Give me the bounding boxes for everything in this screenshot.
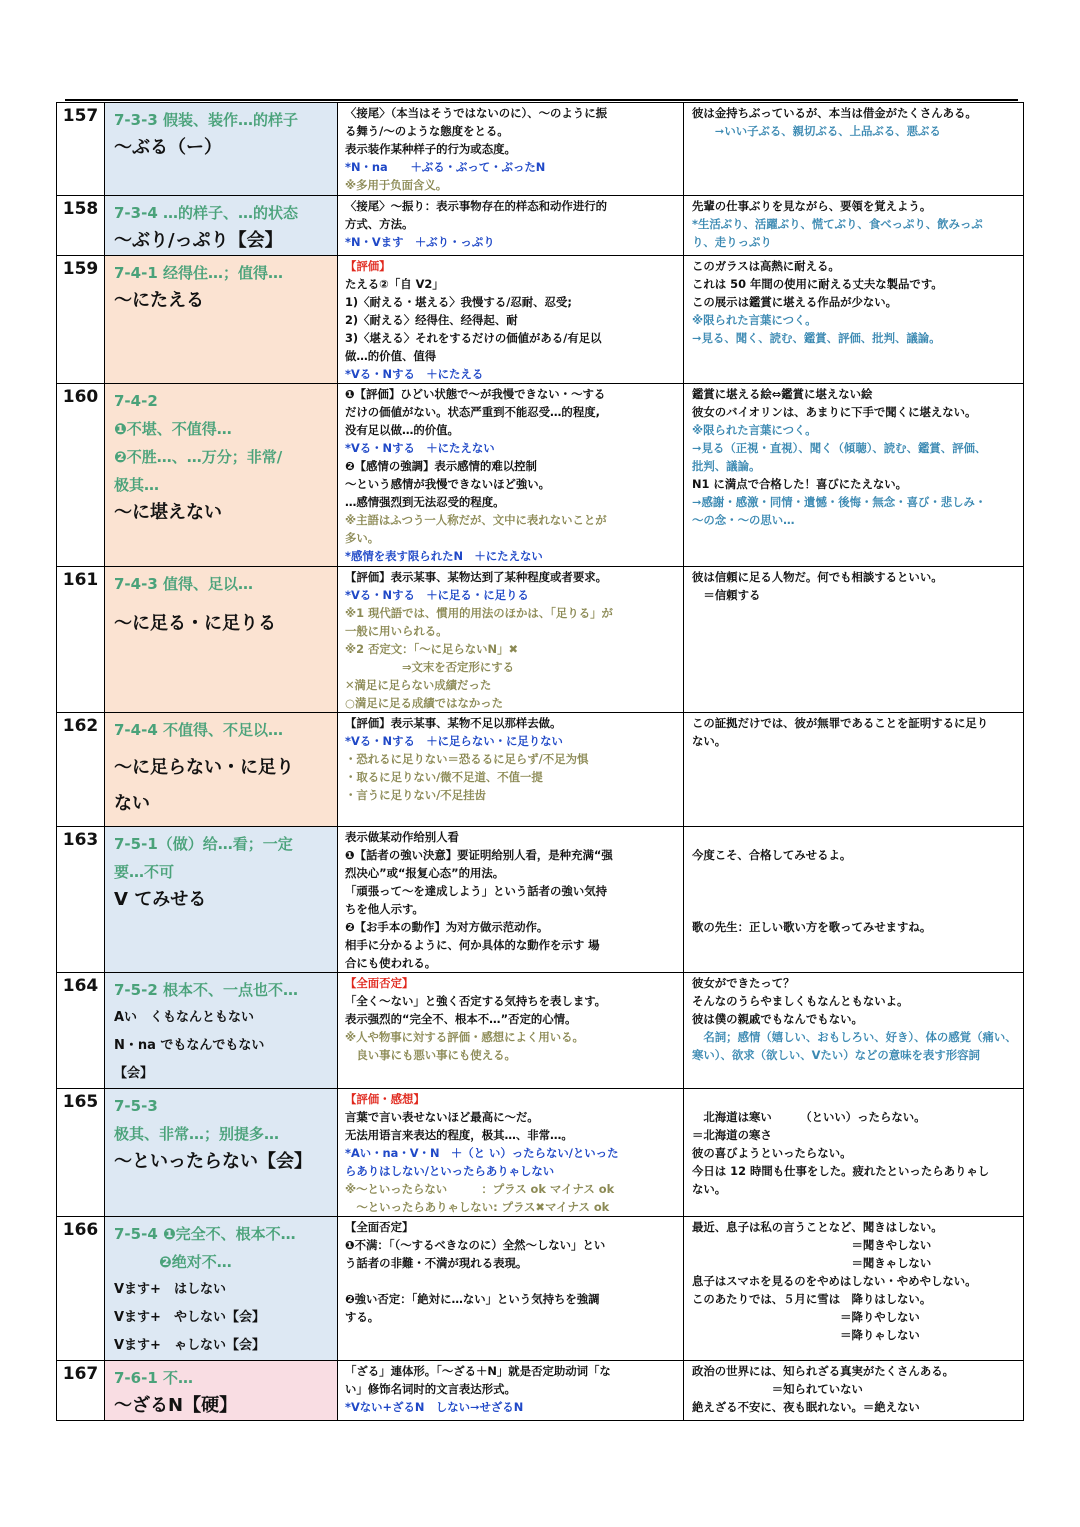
grammar-sub: Aい くもなんともない [114, 1010, 255, 1025]
grammar-sub: Vます+ やしない【会】 [114, 1310, 265, 1325]
exp-line: 烈决心”或“报复心态”的用法。 [345, 866, 505, 880]
grammar-cell [105, 973, 338, 1089]
table-row [57, 1089, 1024, 1217]
example-cell [684, 384, 1024, 567]
exp-line: ～という感情が我慢できないほど強い。 [345, 477, 551, 491]
ex-line: このガラスは高熱に耐える。 [692, 259, 840, 273]
exp-line: 【評価】 [345, 259, 391, 273]
exp-line: ❶【評価】ひどい状態で～が我慢できない・～する [345, 387, 606, 401]
ex-line: 先輩の仕事ぶりを見ながら、要領を覚えよう。 [692, 199, 932, 213]
ex-line [692, 900, 1017, 918]
exp-line: *N・na ＋ぶる・ぶって・ぶったN [345, 160, 546, 174]
grammar-code: 7-5-1（做）给…看；一定 [114, 835, 293, 853]
grammar-cell [105, 196, 338, 256]
grammar-form: ～といったらない【会】 [114, 1151, 312, 1172]
exp-line: 言葉で言い表せないほど最高に～だ。 [345, 1110, 539, 1124]
ex-line: ＝降りやしない [692, 1310, 920, 1324]
ex-line: *生活ぶり、活躍ぶり、慌てぶり、食べっぷり、飲みっぷ [692, 217, 983, 231]
ex-line: 今日は 12 時間も仕事をした。疲れたといったらありゃし [692, 1164, 990, 1178]
exp-line: 〈接尾〉（本当はそうではないのに）、～のように振 [345, 106, 607, 120]
grammar-form-cont: ない [114, 793, 150, 814]
explanation-cell [338, 384, 684, 567]
exp-line: 做…的价值、值得 [345, 349, 437, 363]
exp-line: 合にも使われる。 [345, 956, 437, 970]
grammar-code: 7-4-3 值得、足以… [114, 575, 253, 593]
exp-line: 「頑張って～を達成しよう」という話者の強い気持 [345, 884, 607, 898]
ex-line: ➞いい子ぶる、親切ぶる、上品ぶる、悪ぶる [692, 124, 941, 138]
exp-line: ちを他人示す。 [345, 902, 424, 916]
grammar-code: 7-5-4 ❶完全不、根本不… [114, 1225, 296, 1243]
exp-line: ・言うに足りない/不足挂齿 [345, 788, 486, 802]
ex-line [692, 1090, 1017, 1108]
exp-line: ❷【感情の強調】表示感情的难以控制 [345, 459, 537, 473]
ex-line: この展示は鑑賞に堪える作品が少ない。 [692, 295, 898, 309]
exp-line: ⇒文末を否定形にする [345, 660, 515, 674]
exp-line: ❷【お手本の動作】为对方做示范动作。 [345, 920, 549, 934]
ex-line: N1 に満点で合格した！喜びにたえない。 [692, 477, 908, 491]
exp-line: 3)〈堪える〉それをするだけの価値がある/有足以 [345, 331, 602, 345]
example-cell [684, 256, 1024, 384]
exp-line: ❶【話者の強い決意】要证明给别人看，是种充满“强 [345, 848, 613, 862]
exp-line: 表示装作某种样子的行为或态度。 [345, 142, 516, 156]
grammar-sub: 极其… [114, 476, 160, 494]
exp-line: 【全面否定】 [345, 976, 414, 990]
grammar-form: ～に足らない・に足り [114, 757, 294, 778]
table-row [57, 827, 1024, 973]
grammar-sub: 【会】 [114, 1066, 154, 1081]
ex-line [692, 882, 1017, 900]
grammar-code: 7-5-2 根本不、一点也不… [114, 981, 298, 999]
grammar-cell [105, 827, 338, 973]
exp-line: 「全く～ない」と強く否定する気持ちを表します。 [345, 994, 607, 1008]
table-row [57, 384, 1024, 567]
explanation-cell [338, 196, 684, 256]
grammar-form: V てみせる [114, 889, 207, 910]
example-cell [684, 196, 1024, 256]
exp-line: 良い事にも悪い事にも使える。 [345, 1048, 516, 1062]
table-row [57, 567, 1024, 713]
grammar-sub: ❷绝对不… [114, 1253, 232, 1271]
explanation-cell [338, 1361, 684, 1421]
exp-line: 没有足以做…的价值。 [345, 423, 459, 437]
row-number: 162 [57, 713, 105, 827]
top-rule [65, 99, 1018, 101]
grammar-cell [105, 1217, 338, 1361]
explanation-cell [338, 256, 684, 384]
table-row [57, 256, 1024, 384]
grammar-cell [105, 1089, 338, 1217]
ex-line: ＝聞きゃしない [692, 1256, 932, 1270]
exp-line: 【評価・感想】 [345, 1092, 425, 1106]
grammar-code: 7-4-1 经得住…；值得… [114, 264, 283, 282]
row-number: 165 [57, 1089, 105, 1217]
exp-line: 「ざる」連体形。「～ざる＋N」就是否定助动词「な [345, 1364, 611, 1378]
ex-line: 彼は信頼に足る人物だ。何でも相談するといい。 [692, 570, 943, 584]
grammar-code-cont: 要…不可 [114, 863, 175, 881]
ex-line [692, 828, 1017, 846]
table-row [57, 103, 1024, 196]
exp-line: 表示强烈的“完全不、根本不…”否定的心情。 [345, 1012, 577, 1026]
grammar-code: 7-3-3 假装、装作…的样子 [114, 111, 298, 129]
exp-line: *Aい・na・V・N ＋（と い）ったらない/といった [345, 1146, 619, 1160]
row-number: 161 [57, 567, 105, 713]
grammar-cell [105, 256, 338, 384]
ex-line: 北海道は寒い （といい）ったらない。 [692, 1110, 926, 1124]
exp-line: 无法用语言来表达的程度，极其…、非常…。 [345, 1128, 573, 1142]
exp-line: ・取るに足りない/微不足道、不值一提 [345, 770, 543, 784]
exp-line: 多い。 [345, 531, 380, 545]
table-row [57, 973, 1024, 1089]
exp-line: ○満足に足る成績ではなかった [345, 696, 504, 710]
ex-line: 彼女ができたって？ [692, 976, 795, 990]
exp-line: ※多用于负面含义。 [345, 178, 448, 192]
exp-line: う話者の非難・不満が現れる表現。 [345, 1256, 528, 1270]
exp-line: *Vる・Nする ＋にたえる [345, 367, 484, 381]
ex-line: 最近、息子は私の言うことなど、聞きはしない。 [692, 1220, 943, 1234]
ex-line: 寒い）、欲求（欲しい、Vたい）などの意味を表す形容詞 [692, 1048, 980, 1062]
exp-line: 【評価】表示某事、某物不足以那样去做。 [345, 716, 562, 730]
explanation-cell [338, 567, 684, 713]
grammar-form: ～ぶる（ー） [114, 137, 222, 158]
table-row [57, 196, 1024, 256]
exp-line: *Vる・Nする ＋にたえない [345, 441, 495, 455]
exp-line: 2)〈耐える〉经得住、经得起、耐 [345, 313, 518, 327]
ex-line: 絶えざる不安に、夜も眠れない。＝絶えない [692, 1400, 920, 1414]
exp-line: 一般に用いられる。 [345, 624, 448, 638]
exp-line: ❶不满：「（～するべきなのに）全然～しない」とい [345, 1238, 606, 1252]
grammar-sub: 极其、非常…；别提多… [114, 1125, 280, 1143]
ex-line: ～の念・～の思い… [692, 513, 795, 527]
ex-line: ※限られた言葉につく。 [692, 423, 817, 437]
grammar-form: ～にたえる [114, 290, 204, 311]
ex-line: 批判、議論。 [692, 459, 761, 473]
ex-line: ➞見る、聞く、読む、鑑賞、評価、批判、議論。 [692, 331, 941, 345]
example-cell [684, 827, 1024, 973]
table-row [57, 713, 1024, 827]
exp-line: 〈接尾〉～振り：表示事物存在的样态和动作进行的 [345, 199, 607, 213]
exp-line: ※人や物事に対する評価・感想によく用いる。 [345, 1030, 584, 1044]
exp-line: 方式、方法。 [345, 217, 414, 231]
example-cell [684, 103, 1024, 196]
grammar-sub: Vます+ はしない [114, 1282, 226, 1297]
ex-line: 名詞；感情（嬉しい、おもしろい、好き）、体の感覚（痛い、 [692, 1030, 1017, 1044]
example-cell [684, 1217, 1024, 1361]
ex-line: 鑑賞に堪える絵⇔鑑賞に堪えない絵 [692, 387, 873, 401]
row-number: 166 [57, 1217, 105, 1361]
exp-line: ❷強い否定：「絶対に…ない」という気持ちを強調 [345, 1292, 600, 1306]
exp-line: ～といったらありゃしない: プラス✖マイナス ok [345, 1200, 610, 1214]
ex-line: ➞感謝・感激・同情・遺憾・後悔・無念・喜び・悲しみ・ [692, 495, 987, 509]
grammar-code: 7-4-4 不值得、不足以… [114, 721, 283, 739]
exp-line: 表示做某动作给别人看 [345, 830, 459, 844]
exp-line: ・恐れるに足りない＝恐るるに足らず/不足为惧 [345, 752, 589, 766]
exp-line: ※主語はふつう一人称だが、文中に表れないことが [345, 513, 607, 527]
grammar-sub: N・na でもなんでもない [114, 1038, 265, 1053]
grammar-form: ～に堪えない [114, 502, 222, 523]
ex-line: これは 50 年間の使用に耐える丈夫な製品です。 [692, 277, 943, 291]
ex-line: ない。 [692, 734, 727, 748]
ex-line: 歌の先生：正しい歌い方を歌ってみせますね。 [692, 920, 932, 934]
ex-line: 息子はスマホを見るのをやめはしない・やめやしない。 [692, 1274, 977, 1288]
exp-line: 相手に分かるように、何か具体的な動作を示す 場 [345, 938, 600, 952]
ex-line: このあたりでは、５月に雪は 降りはしない。 [692, 1292, 932, 1306]
exp-line: らありはしない/といったらありゃしない [345, 1164, 555, 1178]
grammar-sub: ❶不堪、不值得… [114, 420, 232, 438]
row-number: 167 [57, 1361, 105, 1421]
ex-line: 彼は僕の親戚でもなんでもない。 [692, 1012, 863, 1026]
exp-line: たえる②「自 V2」 [345, 277, 444, 291]
exp-line: ※2 否定文：「～に足らないN」✖ [345, 642, 519, 656]
grammar-form: ～ぶり/っぷり【会】 [114, 230, 283, 251]
table-row [57, 1361, 1024, 1421]
explanation-cell [338, 827, 684, 973]
exp-line: ✕満足に足らない成績だった [345, 678, 492, 692]
grammar-table [56, 102, 1024, 1421]
explanation-cell [338, 1217, 684, 1361]
ex-line: ＝聞きやしない [692, 1238, 932, 1252]
exp-line: ※～といったらない ：プラス ok マイナス ok [345, 1182, 615, 1196]
exp-line: 【全面否定】 [345, 1220, 414, 1234]
ex-line: ＝北海道の寒さ [692, 1128, 772, 1142]
grammar-code: 7-3-4 …的样子、…的状态 [114, 204, 298, 222]
example-cell [684, 713, 1024, 827]
ex-line: ＝降りゃしない [692, 1328, 920, 1342]
ex-line: ない。 [692, 1182, 727, 1196]
explanation-cell [338, 973, 684, 1089]
exp-line: *Vる・Nする ＋に足らない・に足りない [345, 734, 563, 748]
row-number: 158 [57, 196, 105, 256]
grammar-code: 7-5-3 [114, 1097, 158, 1115]
row-number: 157 [57, 103, 105, 196]
grammar-code: 7-6-1 不… [114, 1369, 193, 1387]
exp-line: *感情を表す限られたN ＋にたえない [345, 549, 543, 563]
ex-line: 彼女のバイオリンは、あまりに下手で聞くに堪えない。 [692, 405, 977, 419]
exp-line: 【評価】表示某事、某物达到了某种程度或者要求。 [345, 570, 607, 584]
row-number: 160 [57, 384, 105, 567]
ex-line: 彼の喜びようといったらない。 [692, 1146, 852, 1160]
ex-line: ＝知られていない [692, 1382, 863, 1396]
grammar-cell [105, 567, 338, 713]
row-number: 163 [57, 827, 105, 973]
ex-line: 政治の世界には、知られざる真実がたくさんある。 [692, 1364, 954, 1378]
exp-line: *N・Vます ＋ぶり・っぷり [345, 235, 495, 249]
grammar-sub: Vます+ ゃしない【会】 [114, 1338, 265, 1353]
row-number: 159 [57, 256, 105, 384]
ex-line: ＝信頼する [692, 588, 761, 602]
example-cell [684, 1089, 1024, 1217]
ex-line: そんなのうらやましくもなんともないよ。 [692, 994, 909, 1008]
ex-line: ➞見る（正視・直視）、聞く（傾聴）、読む、鑑賞、評価、 [692, 441, 987, 455]
grammar-form: ～ざるN【硬】 [114, 1395, 238, 1416]
grammar-cell [105, 713, 338, 827]
example-cell [684, 1361, 1024, 1421]
explanation-cell [338, 103, 684, 196]
example-cell [684, 567, 1024, 713]
grammar-code: 7-4-2 [114, 392, 158, 410]
explanation-cell [338, 1089, 684, 1217]
exp-line: ※1 現代語では、慣用的用法のほかは、「足りる」が [345, 606, 613, 620]
ex-line: この証拠だけでは、彼が無罪であることを証明するに足り [692, 716, 989, 730]
exp-line: する。 [345, 1310, 380, 1324]
example-cell [684, 973, 1024, 1089]
explanation-cell [338, 713, 684, 827]
ex-line: ※限られた言葉につく。 [692, 313, 817, 327]
row-number: 164 [57, 973, 105, 1089]
grammar-cell [105, 103, 338, 196]
ex-line: 彼は金持ちぶっているが、本当は借金がたくさんある。 [692, 106, 977, 120]
exp-line: *Vる・Nする ＋に足る・に足りる [345, 588, 529, 602]
exp-line: る舞う/～のような態度をとる。 [345, 124, 509, 138]
table-row [57, 1217, 1024, 1361]
exp-line [345, 1272, 677, 1290]
ex-line [692, 864, 1017, 882]
exp-line: …感情强烈到无法忍受的程度。 [345, 495, 505, 509]
grammar-cell [105, 1361, 338, 1421]
grammar-sub: ❷不胜…、…万分；非常/ [114, 448, 283, 466]
ex-line: 今度こそ、合格してみせるよ。 [692, 848, 852, 862]
ex-line: り、走りっぷり [692, 235, 772, 249]
grammar-form: ～に足る・に足りる [114, 613, 276, 634]
exp-line: *Vない+ざるN しない➞せざるN [345, 1400, 524, 1414]
exp-line: い」修饰名词时的文言表达形式。 [345, 1382, 516, 1396]
exp-line: だけの価値がない。状态严重到不能忍受…的程度, [345, 405, 600, 419]
grammar-cell [105, 384, 338, 567]
exp-line: 1)〈耐える・堪える〉我慢する/忍耐、忍受; [345, 295, 572, 309]
